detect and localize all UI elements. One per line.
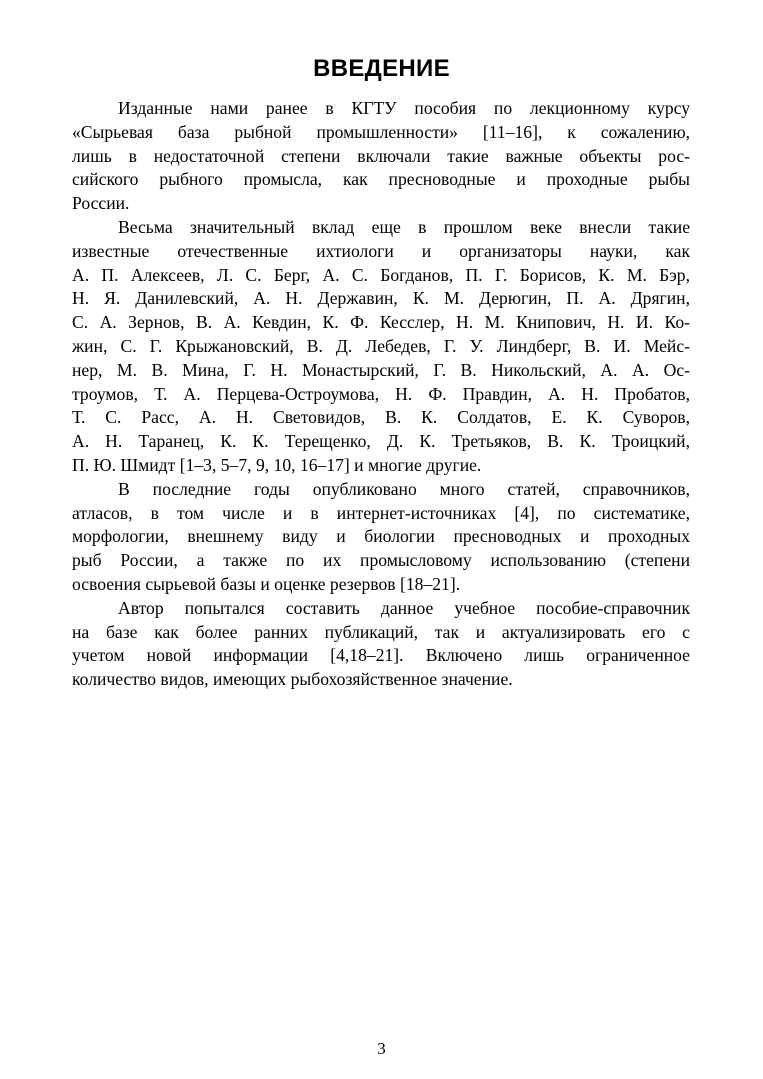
text-line: на базе как более ранних публикаций, так и актуализировать его с	[72, 621, 690, 642]
text-line: Весьма значительный вклад еще в прошлом веке внесли такие	[118, 216, 690, 237]
text-line: сийского рыбного промысла, как пресноводные и проходные рыбы	[72, 169, 690, 190]
page-title: ВВЕДЕНИЕ	[313, 55, 450, 82]
text-line: освоения сырьевой базы и оценке резервов [18–21].	[72, 573, 461, 594]
text-line: Н. Я. Данилевский, А. Н. Державин, К. М. Дерюгин, П. А. Дрягин,	[72, 288, 690, 309]
body-text	[72, 97, 690, 692]
text-line: С. А. Зернов, В. А. Кевдин, К. Ф. Кесслер, Н. М. Книпович, Н. И. Ко-	[72, 312, 690, 333]
text-line: А. П. Алексеев, Л. С. Берг, А. С. Богданов, П. Г. Борисов, К. М. Бэр,	[72, 264, 690, 285]
text-line: рыб России, а также по их промысловому использованию (степени	[72, 550, 690, 571]
text-line: морфологии, внешнему виду и биологии пресноводных и проходных	[72, 526, 690, 547]
text-line: нер, М. В. Мина, Г. Н. Монастырский, Г. В. Никольский, А. А. Ос-	[72, 359, 690, 380]
text-line: П. Ю. Шмидт [1–3, 5–7, 9, 10, 16–17] и многие другие.	[72, 454, 482, 475]
text-line: Т. С. Расс, А. Н. Световидов, В. К. Солдатов, Е. К. Суворов,	[72, 407, 690, 428]
text-line: учетом новой информации [4,18–21]. Включено лишь ограниченное	[72, 645, 690, 666]
text-line: известные отечественные ихтиологи и организаторы науки, как	[72, 240, 690, 261]
text-line: атласов, в том числе и в интернет-источниках [4], по систематике,	[72, 502, 690, 523]
text-line: Автор попытался составить данное учебное пособие-справочник	[118, 597, 690, 618]
text-line: России.	[72, 193, 130, 214]
text-line: лишь в недостаточной степени включали такие важные объекты рос-	[72, 145, 690, 166]
text-line: А. Н. Таранец, К. К. Терещенко, Д. К. Третьяков, В. К. Троицкий,	[72, 431, 690, 452]
text-line: троумов, Т. А. Перцева-Остроумова, Н. Ф. Правдин, А. Н. Пробатов,	[72, 383, 690, 404]
text-line: жин, С. Г. Крыжановский, В. Д. Лебедев, Г. У. Линдберг, В. И. Мейс-	[72, 335, 690, 356]
text-line: количество видов, имеющих рыбохозяйственное значение.	[72, 669, 513, 690]
text-line: «Сырьевая база рыбной промышленности» [11–16], к сожалению,	[72, 121, 690, 142]
page-number: 3	[377, 1039, 386, 1058]
text-line: Изданные нами ранее в КГТУ пособия по лекционному курсу	[118, 98, 690, 118]
text-line: В последние годы опубликовано много статей, справочников,	[118, 478, 690, 499]
